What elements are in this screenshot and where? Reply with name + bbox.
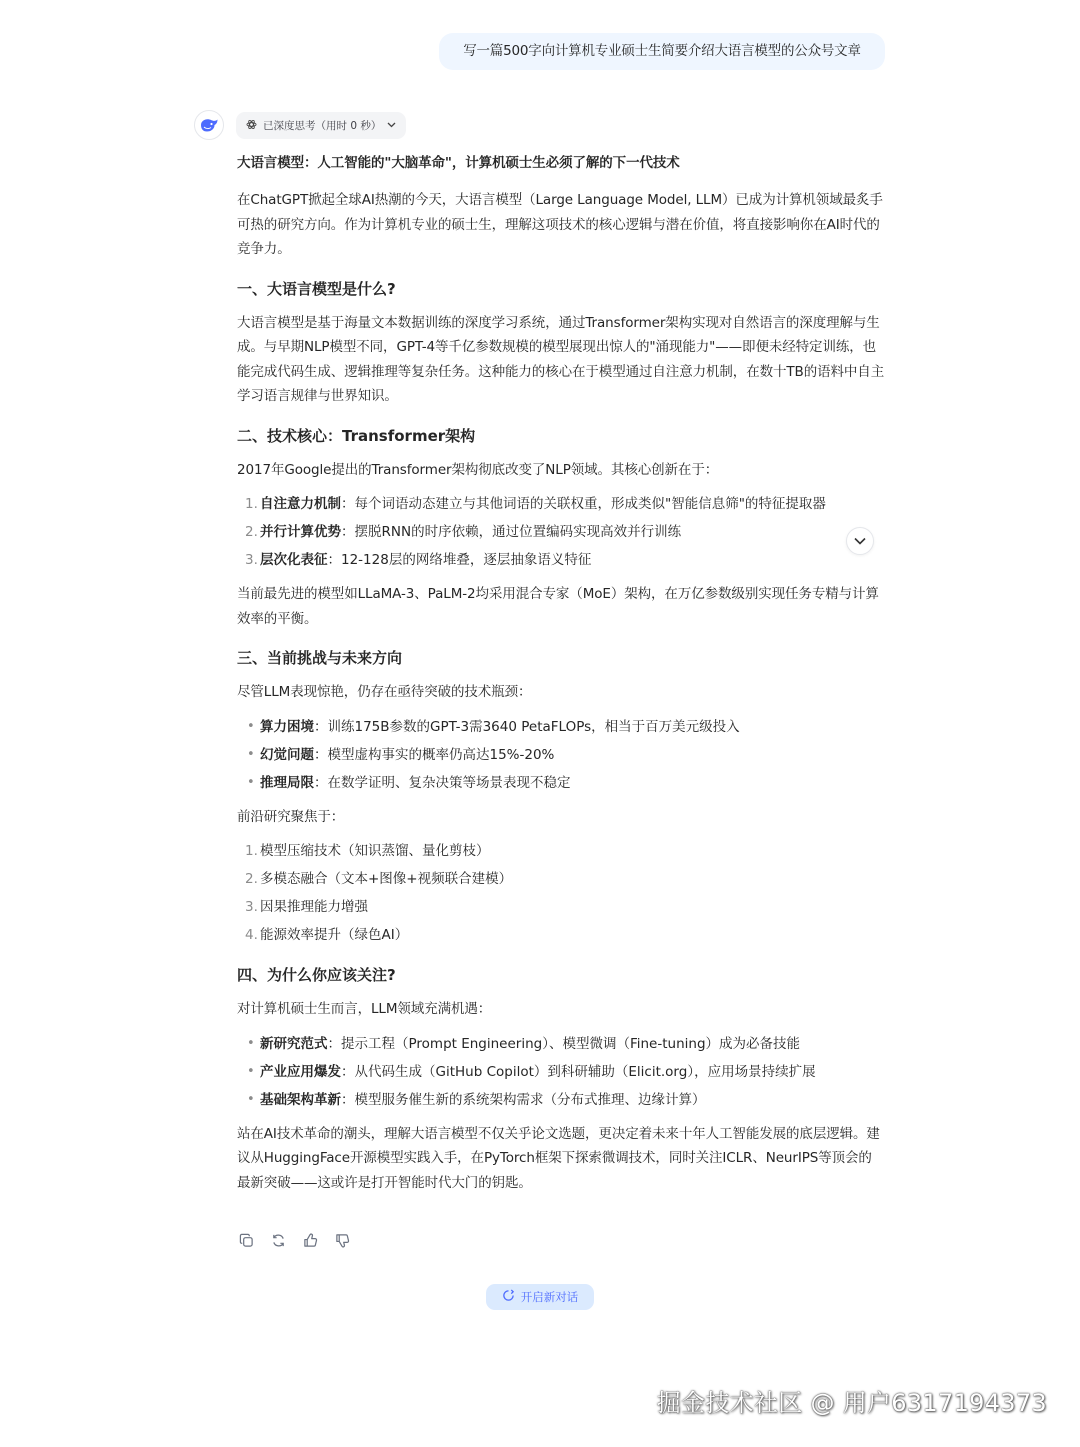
section-1-body: 大语言模型是基于海量文本数据训练的深度学习系统，通过Transformer架构实现对自然语言的深度理解与生成。与早期NLP模型不同，GPT-4等千亿参数规模的模型展现出惊人的"涌现能力"——即便未经特定训练，也能完成代码生成、逻辑推理等复杂任务。这种能力的核心在于模型通过自注意力机制，在数十TB的语料中自主学习语言规律与世界知识。 xyxy=(237,314,885,404)
atom-icon xyxy=(246,119,257,133)
list-item: • 幻觉问题：模型虚构事实的概率仍高达15%-20% xyxy=(247,746,555,763)
copy-icon[interactable] xyxy=(237,1231,255,1249)
closing-paragraph: 站在AI技术革命的潮头，理解大语言模型不仅关乎论文选题，更决定着未来十年人工智能发展的底层逻辑。建议从HuggingFace开源模型实践入手，在PyTorch框架下探索微调技术，同时关注ICLR、NeurIPS等顶会的最新突破——这或许是打开智能时代大门的钥匙。 xyxy=(237,1125,880,1191)
thinking-label: 已深度思考（用时 0 秒） xyxy=(263,120,382,132)
section-3-lead2: 前沿研究聚焦于： xyxy=(237,808,345,825)
chevron-down-icon xyxy=(854,537,866,545)
article-title: 大语言模型：人工智能的"大脑革命"，计算机硕士生必须了解的下一代技术 xyxy=(237,155,680,171)
user-message-bubble: 写一篇500字向计算机专业硕士生简要介绍大语言模型的公众号文章 xyxy=(439,33,885,70)
list-item: 1. 自注意力机制：每个词语动态建立与其他词语的关联权重，形成类似"智能信息筛"的特征提取器 xyxy=(245,496,826,512)
deep-thinking-toggle[interactable] xyxy=(236,112,406,139)
list-item: 3. 因果推理能力增强 xyxy=(245,899,368,915)
list-item: • 产业应用爆发：从代码生成（GitHub Copilot）到科研辅助（Elicit.org），应用场景持续扩展 xyxy=(247,1063,816,1080)
thumbs-up-icon[interactable] xyxy=(301,1231,319,1249)
scroll-to-bottom-button[interactable] xyxy=(846,527,874,555)
list-item: • 推理局限：在数学证明、复杂决策等场景表现不稳定 xyxy=(247,774,571,791)
list-item: 2. 多模态融合（文本+图像+视频联合建模） xyxy=(245,871,513,887)
watermark: 掘金技术社区 @ 用户6317194373 xyxy=(656,1389,1047,1417)
section-4-lead: 对计算机硕士生而言，LLM领域充满机遇： xyxy=(237,1001,492,1017)
challenges-list xyxy=(237,713,885,797)
transformer-features-list xyxy=(237,490,885,574)
section-3-lead: 尽管LLM表现惊艳，仍存在亟待突破的技术瓶颈： xyxy=(237,684,532,700)
section-2-lead: 2017年Google提出的Transformer架构彻底改变了NLP领域。其核心创新在于： xyxy=(237,461,719,478)
assistant-answer xyxy=(237,150,885,1195)
list-item: • 新研究范式：提示工程（Prompt Engineering）、模型微调（Fine-tuning）成为必备技能 xyxy=(247,1035,801,1052)
section-heading-2: 二、技术核心：Transformer架构 xyxy=(237,426,476,445)
opportunities-list xyxy=(237,1030,885,1114)
intro-paragraph: 在ChatGPT掀起全球AI热潮的今天，大语言模型（Large Language Model, LLM）已成为计算机领域最炙手可热的研究方向。作为计算机专业的硕士生，理解这项技术的核心逻辑与潜在价值，将直接影响你在AI时代的竞争力。 xyxy=(237,192,883,257)
new-chat-label: 开启新对话 xyxy=(520,1290,579,1304)
section-heading-4: 四、为什么你应该关注? xyxy=(237,966,396,984)
message-actions xyxy=(237,1231,351,1249)
section-heading-3: 三、当前挑战与未来方向 xyxy=(237,649,403,667)
assistant-avatar-whale-icon xyxy=(194,110,224,140)
list-item: • 算力困境：训练175B参数的GPT-3需3640 PetaFLOPs，相当于百万美元级投入 xyxy=(247,718,740,735)
list-item: 1. 模型压缩技术（知识蒸馏、量化剪枝） xyxy=(245,843,490,859)
list-item: 3. 层次化表征：12-128层的网络堆叠，逐层抽象语义特征 xyxy=(245,552,592,568)
thumbs-down-icon[interactable] xyxy=(333,1231,351,1249)
list-item: • 基础架构革新：模型服务催生新的系统架构需求（分布式推理、边缘计算） xyxy=(247,1091,706,1108)
list-item: 4. 能源效率提升（绿色AI） xyxy=(245,927,409,943)
regenerate-icon[interactable] xyxy=(269,1231,287,1249)
new-chat-icon xyxy=(502,1289,515,1305)
chevron-down-icon xyxy=(387,120,396,131)
section-2-tail: 当前最先进的模型如LLaMA-3、PaLM-2均采用混合专家（MoE）架构，在万亿参数级别实现任务专精与计算效率的平衡。 xyxy=(237,586,879,627)
list-item: 2. 并行计算优势：摆脱RNN的时序依赖，通过位置编码实现高效并行训练 xyxy=(245,524,682,540)
new-chat-button[interactable] xyxy=(486,1284,594,1310)
section-heading-1: 一、大语言模型是什么? xyxy=(237,279,396,298)
research-focus-list xyxy=(237,837,885,949)
